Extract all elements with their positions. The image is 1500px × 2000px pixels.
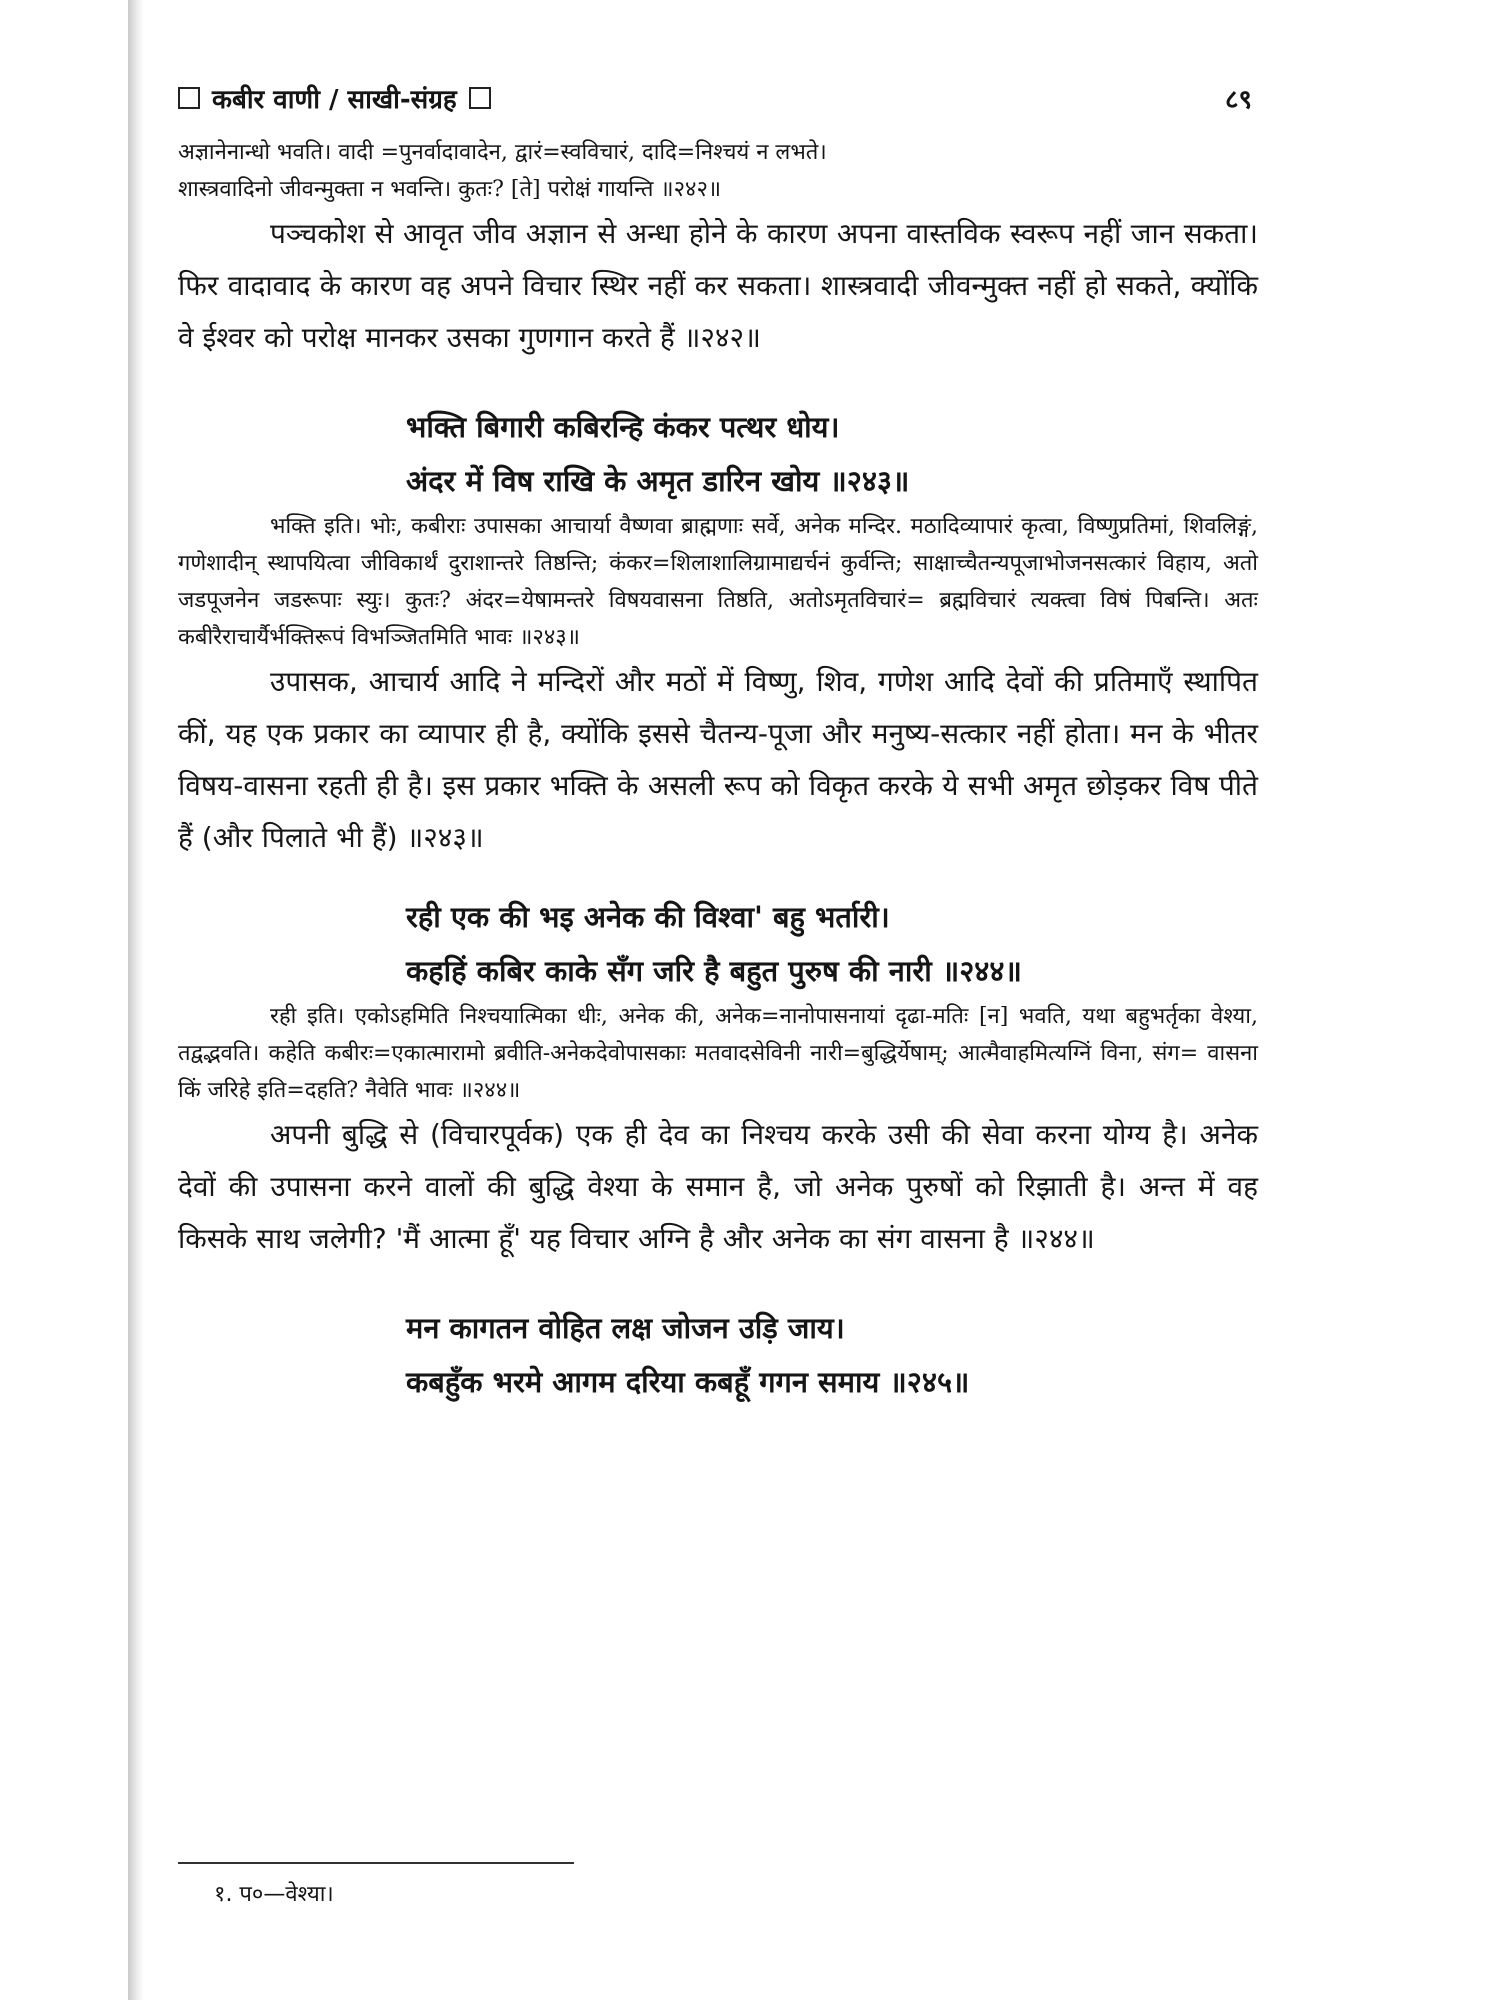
verse-line: रही एक की भइ अनेक की विश्वा' बहु भर्तारी। <box>406 900 890 934</box>
verse-line: कबहुँक भरमे आगम दरिया कबहूँ गगन समाय ॥२४५॥ <box>406 1365 970 1399</box>
verse-line: अंदर में विष राखि के अमृत डारिन खोय ॥२४३॥ <box>406 464 910 498</box>
verse-line: कहहिं कबिर काके सँग जरि है बहुत पुरुष की नारी ॥२४४॥ <box>406 954 1022 988</box>
section-243 <box>178 400 1258 864</box>
footnote: १. प०—वेश्या। <box>214 1882 334 1907</box>
book-page <box>178 72 1258 1952</box>
doha-verse <box>178 1301 1258 1409</box>
hindi-explanation: पञ्चकोश से आवृत जीव अज्ञान से अन्धा होने के कारण अपना वास्तविक स्वरूप नहीं जान सकता। फिर वादावाद के कारण वह अपने विचार स्थिर नहीं कर सकता। शास्त्रवादी जीवन्मुक्त नहीं हो सकते, क्योंकि वे ईश्वर को परोक्ष मानकर उसका गुणगान करते हैं ॥२४२॥ <box>178 217 1258 354</box>
page-number: ८९ <box>1224 85 1252 115</box>
section-245 <box>178 1301 1258 1409</box>
header-title-group <box>178 80 503 116</box>
sanskrit-commentary-line: अज्ञानेनान्धो भवति। वादी =पुनर्वादावादेन, द्वारं=स्वविचारं, दादि=निश्चयं न लभते। <box>178 140 827 165</box>
sanskrit-commentary: रही इति। एकोऽहमिति निश्चयात्मिका धीः, अनेक की, अनेक=नानोपासनायां दृढा-मतिः [न] भवति, यथा बहुभर्तृका वेश्या, तद्वद्भवति। कहेति कबीरः=एकात्मारामो ब्रवीति-अनेकदेवोपासकाः मतवादसेविनी नारी=बुद्धिर्येषाम्; आत्मैवाहमित्यग्निं विना, संग= वासना किं जरिहे इति=दहति? नैवेति भावः ॥२४४॥ <box>178 1004 1258 1103</box>
verse-line: मन कागतन वोहित लक्ष जोजन उड़ि जाय। <box>406 1311 845 1345</box>
sanskrit-commentary: भक्ति इति। भोः, कबीराः उपासका आचार्या वैष्णवा ब्राह्मणाः सर्वे, अनेक मन्दिर. मठादिव्यापारं कृत्वा, विष्णुप्रतिमां, शिवलिङ्गं, गणेशादीन् स्थापयित्वा जीविकार्थं दुराशान्तरे तिष्ठन्ति; कंकर=शिलाशालिग्रामाद्यर्चनं कुर्वन्ति; साक्षाच्चैतन्यपूजाभोजनसत्कारं विहाय, अतो जडपूजनेन जडरूपाः स्युः। कुतः? अंदर=येषामन्तरे विषयवासना तिष्ठति, अतोऽमृतविचारं= ब्रह्मविचारं त्यक्त्वा विषं पिबन्ति। अतः कबीरैराचार्यैर्भक्तिरूपं विभञ्जितमिति भावः ॥२४३॥ <box>178 514 1258 650</box>
verse-line: भक्ति बिगारी कबिरन्हि कंकर पत्थर धोय। <box>406 410 840 444</box>
section-242 <box>178 134 1258 364</box>
running-header <box>178 72 1258 124</box>
sanskrit-commentary-line: शास्त्रवादिनो जीवन्मुक्ता न भवन्ति। कुतः? [ते] परोक्षं गायन्ति ॥२४२॥ <box>178 177 722 202</box>
square-ornament-icon <box>178 87 200 109</box>
doha-verse <box>178 400 1258 508</box>
footnote-divider <box>178 1862 574 1864</box>
doha-verse <box>178 890 1258 998</box>
book-gutter <box>128 0 144 2000</box>
hindi-explanation: अपनी बुद्धि से (विचारपूर्वक) एक ही देव का निश्चय करके उसी की सेवा करना योग्य है। अनेक देवों की उपासना करने वालों की बुद्धि वेश्या के समान है, जो अनेक पुरुषों को रिझाती है। अन्त में वह किसके साथ जलेगी? 'मैं आत्मा हूँ' यह विचार अग्नि है और अनेक का संग वासना है ॥२४४॥ <box>178 1118 1258 1255</box>
section-244 <box>178 890 1258 1265</box>
square-ornament-icon <box>469 87 491 109</box>
hindi-explanation: उपासक, आचार्य आदि ने मन्दिरों और मठों में विष्णु, शिव, गणेश आदि देवों की प्रतिमाएँ स्थापित कीं, यह एक प्रकार का व्यापार ही है, क्योंकि इससे चैतन्य-पूजा और मनुष्य-सत्कार नहीं होता। मन के भीतर विषय-वासना रहती ही है। इस प्रकार भक्ति के असली रूप को विकृत करके ये सभी अमृत छोड़कर विष पीते हैं (और पिलाते भी हैं) ॥२४३॥ <box>178 665 1258 854</box>
running-title: कबीर वाणी / साखी-संग्रह <box>212 85 457 115</box>
